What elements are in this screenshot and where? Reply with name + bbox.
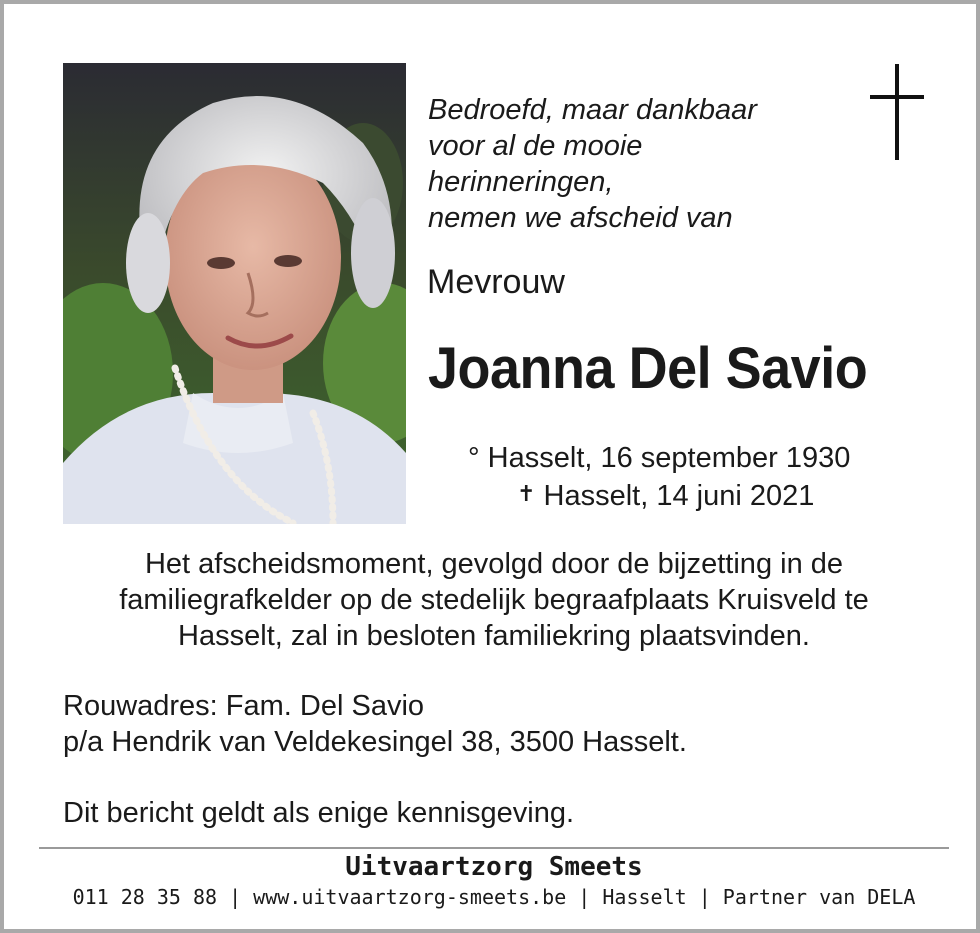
mourning-address [63, 688, 943, 760]
salutation: Mevrouw [427, 263, 565, 301]
intro-line: nemen we afscheid van [428, 202, 733, 234]
portrait-photo [63, 63, 406, 524]
funeral-company-contact: 011 28 35 88 | www.uitvaartzorg-smeets.be | Hasselt | Partner van DELA [72, 885, 916, 909]
intro-text [428, 92, 848, 236]
intro-line: Bedroefd, maar dankbaar [428, 94, 757, 126]
ceremony-line: Het afscheidsmoment, gevolgd door de bijzetting in de [144, 548, 844, 580]
death-line [517, 476, 814, 514]
intro-line: voor al de mooie [428, 130, 643, 162]
birth-symbol: ° [468, 442, 480, 474]
cross-icon [868, 64, 926, 164]
address-line: Rouwadres: Fam. Del Savio [63, 690, 425, 722]
deceased-name: Joanna Del Savio [428, 336, 868, 401]
notice-text: Dit bericht geldt als enige kennisgeving. [63, 797, 575, 829]
funeral-company-name: Uitvaartzorg Smeets [345, 852, 643, 882]
ceremony-line: familiegrafkelder op de stedelijk begraafplaats Kruisveld te [119, 584, 869, 616]
intro-line: herinneringen, [428, 166, 614, 198]
portrait-illustration [63, 63, 406, 524]
footer-divider [39, 847, 949, 849]
birth-line [468, 440, 850, 476]
birth-text: Hasselt, 16 september 1930 [487, 442, 851, 474]
address-line: p/a Hendrik van Veldekesingel 38, 3500 Hasselt. [63, 726, 687, 758]
ceremony-line: Hasselt, zal in besloten familiekring plaatsvinden. [178, 620, 810, 652]
death-text: Hasselt, 14 juni 2021 [543, 480, 815, 512]
death-cross-icon: ✝ [517, 481, 536, 506]
ceremony-text [44, 546, 944, 654]
